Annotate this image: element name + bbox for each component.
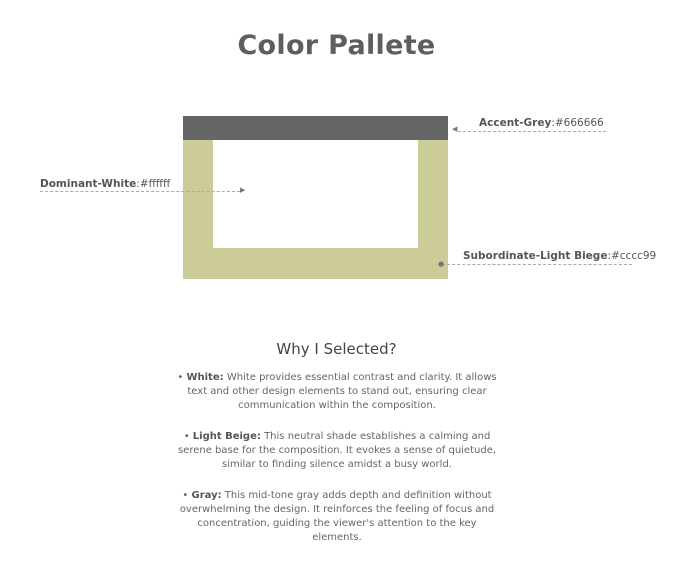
dominant-arrow-icon: ▶ [240, 186, 246, 194]
reason-text: This mid-tone gray adds depth and definition without overwhelming the design. It reinforces the feeling of focus and concentration, guiding the viewer's attention to the key elements. [179, 490, 495, 543]
dominant-leader-line [40, 191, 240, 192]
why-heading: Why I Selected? [276, 340, 397, 358]
reason-key: Light Beige: [192, 431, 261, 442]
accent-hex: #666666 [554, 117, 604, 129]
reason-text: White provides essential contrast and clarity. It allows text and other design elements to stand out, ensuring clear communication within the composition. [187, 372, 497, 411]
reason-text: This neutral shade establishes a calming and serene base for the composition. It evokes a sense of quietude, similar to finding silence amidst a busy world. [177, 431, 497, 470]
subordinate-leader-line [442, 264, 632, 265]
accent-swatch [183, 116, 448, 140]
dominant-swatch [213, 140, 418, 248]
accent-arrow-icon: ◀ [452, 125, 458, 133]
color-palette-swatch [183, 116, 448, 279]
dominant-label: Dominant-White:#ffffff [40, 178, 171, 190]
subordinate-name: Subordinate-Light Biege [463, 250, 608, 262]
subordinate-label: Subordinate-Light Biege:#cccc99 [463, 250, 657, 262]
accent-leader-line [458, 131, 606, 132]
subordinate-hex: #cccc99 [610, 250, 657, 262]
reason-key: White: [186, 372, 224, 383]
reason-key: Gray: [191, 490, 222, 501]
reason-white: • White: White provides essential contrast and clarity. It allows text and other design elements to stand out, ensuring clear communication within the composition. [177, 372, 497, 411]
accent-label: Accent-Grey:#666666 [479, 117, 604, 129]
reason-gray: • Gray: This mid-tone gray adds depth and definition without overwhelming the design. It reinforces the feeling of focus and concentration, guiding the viewer's attention to the key elements. [179, 490, 495, 543]
subordinate-dot-icon: ● [438, 260, 445, 268]
page-title: Color Pallete [237, 30, 436, 61]
dominant-name: Dominant-White [40, 178, 137, 190]
accent-name: Accent-Grey [479, 117, 552, 129]
dominant-hex: #ffffff [139, 178, 171, 190]
reason-light-beige: • Light Beige: This neutral shade establishes a calming and serene base for the composition. It evokes a sense of quietude, similar to finding silence amidst a busy world. [177, 431, 497, 470]
